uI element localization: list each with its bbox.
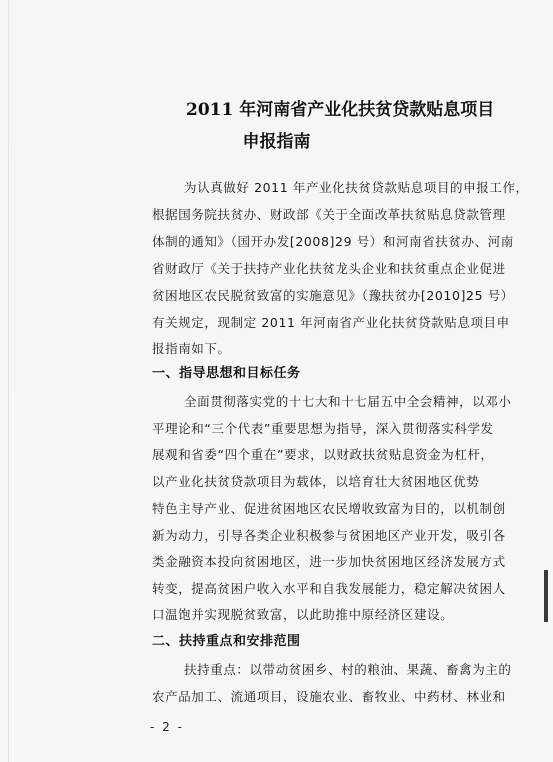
body-line: 平理论和“三个代表”重要思想为指导，深入贯彻落实科学发	[152, 421, 494, 436]
intro-line: 为认真做好 2011 年产业化扶贫贷款贴息项目的申报工作，	[184, 180, 529, 195]
document-title-line1: 2011 年河南省产业化扶贫贷款贴息项目	[186, 100, 495, 120]
page-number: - 2 -	[150, 720, 184, 734]
section-heading: 二、扶持重点和安排范围	[152, 634, 301, 649]
intro-line: 有关规定，现制定 2011 年河南省产业化扶贫贷款贴息项目申	[152, 315, 510, 330]
scan-edge-shadow	[8, 0, 9, 762]
intro-line: 贫困地区农民脱贫致富的实施意见》（豫扶贫办[2010]25 号）	[152, 288, 514, 303]
body-line: 口温饱并实现脱贫致富，以此助推中原经济区建设。	[152, 607, 454, 622]
body-line: 以产业化扶贫贷款项目为载体，以培育壮大贫困地区优势	[152, 474, 480, 489]
body-line: 展观和省委“四个重在”要求，以财政扶贫贴息资金为杠杆，	[152, 447, 494, 462]
body-line: 类金融资本投向贫困地区，进一步加快贫困地区经济发展方式	[152, 554, 506, 569]
body-line: 农产品加工、流通项目，设施农业、畜牧业、中药材、林业和	[152, 689, 506, 704]
intro-line: 根据国务院扶贫办、财政部《关于全面改革扶贫贴息贷款管理	[152, 207, 506, 222]
intro-line: 体制的通知》（国开办发[2008]29 号）和河南省扶贫办、河南	[152, 234, 514, 249]
body-line: 新为动力，引导各类企业积极参与贫困地区产业开发，吸引各	[152, 528, 506, 543]
document-title-line2: 申报指南	[242, 132, 311, 152]
scan-edge-mark	[544, 570, 548, 622]
intro-line: 省财政厅《关于扶持产业化扶贫龙头企业和扶贫重点企业促进	[152, 261, 506, 276]
section-heading: 一、指导思想和目标任务	[152, 366, 301, 381]
body-line: 全面贯彻落实党的十七大和十七届五中全会精神，以邓小	[184, 394, 512, 409]
body-line: 特色主导产业、促进贫困地区农民增收致富为目的，以机制创	[152, 501, 506, 516]
body-line: 转变，提高贫困户收入水平和自我发展能力，稳定解决贫困人	[152, 581, 506, 596]
body-line: 扶持重点：以带动贫困乡、村的粮油、果蔬、畜禽为主的	[184, 662, 512, 677]
intro-line: 报指南如下。	[152, 341, 231, 356]
